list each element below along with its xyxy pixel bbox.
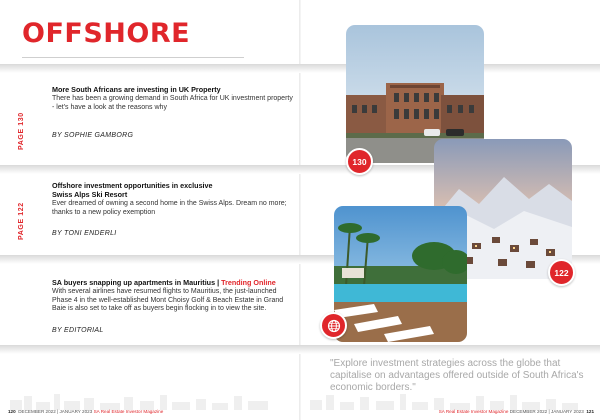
divider-band xyxy=(0,64,600,73)
article-byline: BY EDITORIAL xyxy=(52,327,104,334)
article-byline: BY TONI ENDERLI xyxy=(52,230,117,237)
headline-line: Swiss Alps Ski Resort xyxy=(52,189,128,199)
headline-text: SA buyers snapping up apartments in Mauritius xyxy=(52,278,216,287)
page-badge[interactable]: 122 xyxy=(548,259,575,286)
title-rule xyxy=(22,57,244,58)
footer-right xyxy=(439,409,594,414)
online-badge[interactable] xyxy=(320,312,347,339)
headline-line: Offshore investment opportunities in exclusive xyxy=(52,181,213,190)
globe-icon xyxy=(327,319,341,333)
page-label: PAGE 130 xyxy=(18,112,25,150)
trending-tag[interactable]: Trending Online xyxy=(221,278,276,287)
article-summary: With several airlines have resumed flights to Mauritius, the just-launched Phase 4 in the well-established Mont Choisy Golf & Beach Estate in Grand Baie is also set to take off as buyers begin flocking in to view the site. xyxy=(52,288,284,313)
mauritius-photo xyxy=(334,206,467,342)
article-summary: Ever dreamed of owning a second home in the Swiss Alps. Dream no more; thanks to a new policy exemption xyxy=(52,200,287,216)
magazine-name: SA Real Estate Investor Magazine xyxy=(93,409,164,414)
city-skyline-decoration xyxy=(0,392,600,410)
article-headline[interactable]: More South Africans are investing in UK Property xyxy=(52,85,221,94)
page-label: PAGE 122 xyxy=(18,202,25,240)
article-summary: There has been a growing demand in South Africa for UK investment property - let's have a look at the reasons why xyxy=(52,95,293,111)
issue-date: DECEMBER 2022 | JANUARY 2023 xyxy=(18,409,93,414)
article-byline: BY SOPHIE GAMBORG xyxy=(52,132,134,139)
article-headline[interactable] xyxy=(52,182,290,199)
page-badge[interactable]: 130 xyxy=(346,148,373,175)
magazine-name: SA Real Estate Investor Magazine xyxy=(438,409,509,414)
article-headline[interactable]: SA buyers snapping up apartments in Mauritius | Trending Online xyxy=(52,278,276,287)
section-title: OFFSHORE xyxy=(22,18,191,49)
page-number: 120 xyxy=(8,409,16,414)
page-number: 121 xyxy=(586,409,594,414)
divider-band xyxy=(0,345,600,354)
footer-left xyxy=(8,409,163,414)
page-spine xyxy=(299,0,301,420)
issue-date: DECEMBER 2022 | JANUARY 2023 xyxy=(509,409,584,414)
pull-quote: "Explore investment strategies across the globe that capitalise on advantages offered outside of South Africa's economic borders." xyxy=(330,358,584,393)
